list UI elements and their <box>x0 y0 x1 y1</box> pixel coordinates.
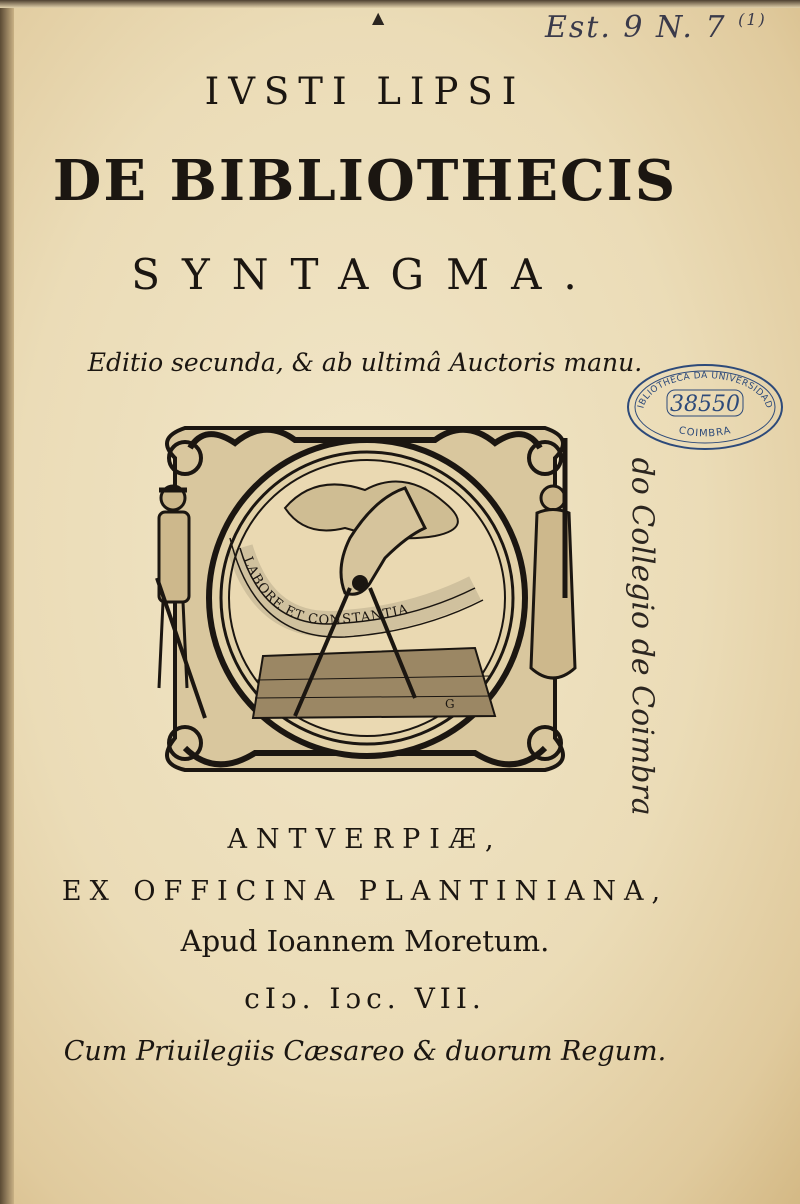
page-edge-top <box>0 0 800 8</box>
shelfmark-suffix: (1) <box>738 10 767 29</box>
handwritten-note: do Collegio de Coimbra <box>624 457 660 816</box>
svg-text:BIBLIOTHECA DA UNIVERSIDADE: IBLIOTHECA DA UNIVERSIDAD <box>636 370 774 411</box>
privilege-line: Cum Priuilegiis Cæsareo & duorum Regum. <box>63 1036 667 1067</box>
imprint-printer: Apud Ioannem Moretum. <box>180 924 550 958</box>
stamp-number: 38550 <box>670 392 740 417</box>
book-title: DE BIBLIOTHECIS <box>52 148 678 214</box>
imprint-year: cIɔ. Iɔc. VII. <box>244 982 486 1015</box>
handwritten-provenance <box>612 450 672 816</box>
author-line: IVSTI LIPSI <box>204 70 526 113</box>
device-motto: LABORE ET CONSTANTIA <box>239 554 411 629</box>
imprint-press: EX OFFICINA PLANTINIANA, <box>61 876 669 907</box>
book-subtitle: SYNTAGMA. <box>131 250 599 299</box>
svg-text:COIMBRA: COIMBRA <box>677 425 733 440</box>
printers-device <box>145 418 585 780</box>
device-signature: G <box>445 697 455 711</box>
ink-mark: ▲ <box>372 8 385 27</box>
edition-line: Editio secunda, & ab ultimâ Auctoris manu. <box>87 348 643 377</box>
shelfmark: Est. 9 N. 7 $^{(1)}$ <box>545 10 767 45</box>
imprint-place: ANTVERPIÆ, <box>227 824 503 855</box>
library-stamp <box>625 362 785 452</box>
compass-device-icon <box>145 418 585 780</box>
